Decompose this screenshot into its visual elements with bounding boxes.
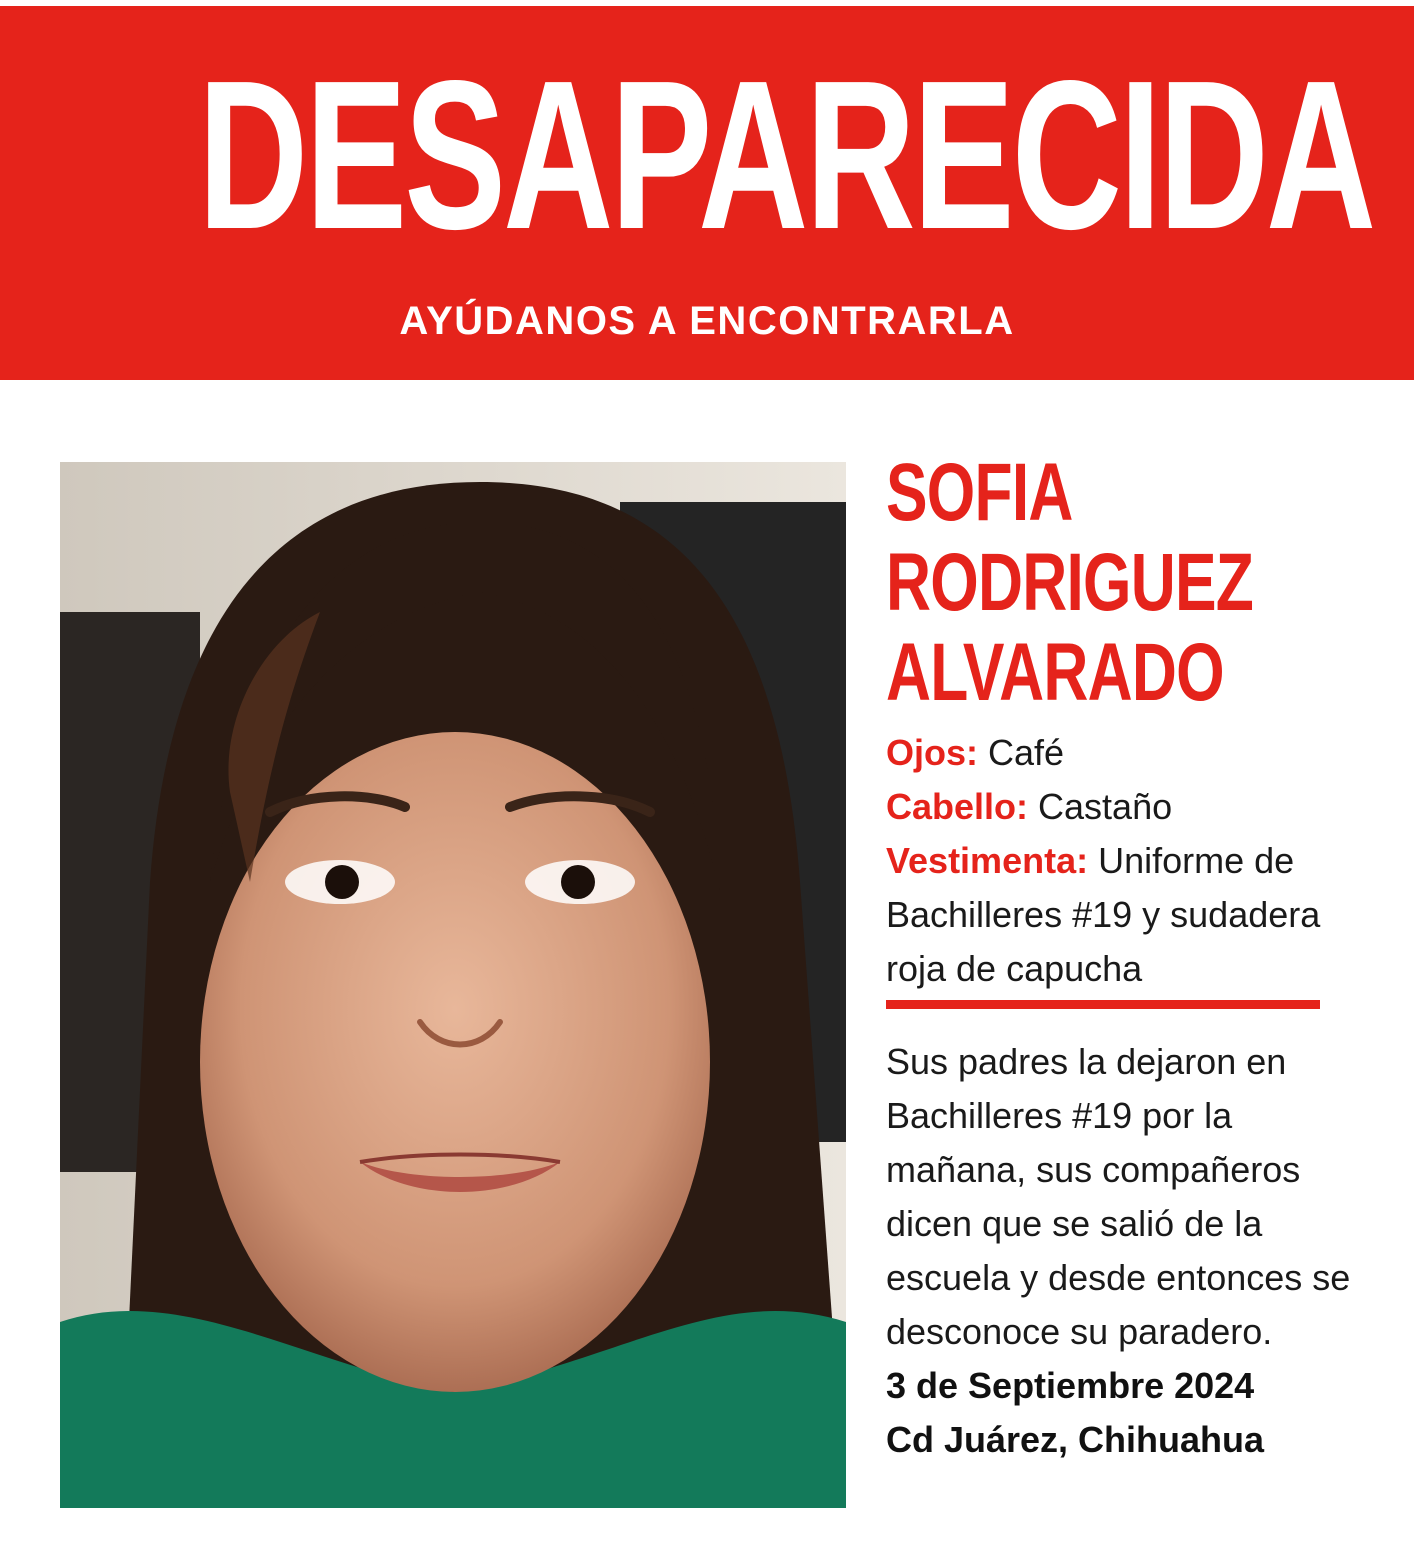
eyes-label: Ojos: [886,732,979,773]
hair-label: Cabello: [886,786,1029,827]
disappearance-date: 3 de Septiembre 2024 [886,1365,1255,1406]
person-name [886,448,1376,718]
poster-title: DESAPARECIDA [197,36,1374,273]
eyes-value: Café [988,732,1065,773]
header-banner [0,6,1414,380]
section-divider [886,1000,1320,1009]
info-panel [886,448,1376,1467]
poster-subtitle: AYÚDANOS A ENCONTRARLA [399,299,1015,343]
name-line-first: SOFIA [886,447,1073,538]
disappearance-place: Cd Juárez, Chihuahua [886,1419,1265,1460]
name-line-third: ALVARADO [886,627,1224,718]
clothing-value: Uniforme de Bachilleres #19 y sudadera roja de capucha [886,840,1321,989]
clothing-label: Vestimenta: [886,840,1089,881]
physical-details [886,726,1376,996]
eyes-row [886,726,1376,780]
clothing-row [886,834,1376,996]
disappearance-description: Sus padres la dejaron en Bachilleres #19 por la mañana, sus compañeros dicen que se salió de la escuela y desde entonces se desconoce su paradero. [886,1041,1351,1352]
missing-person-photo [60,462,846,1508]
hair-row [886,780,1376,834]
name-line-second: RODRIGUEZ [886,537,1254,628]
hair-value: Castaño [1038,786,1173,827]
